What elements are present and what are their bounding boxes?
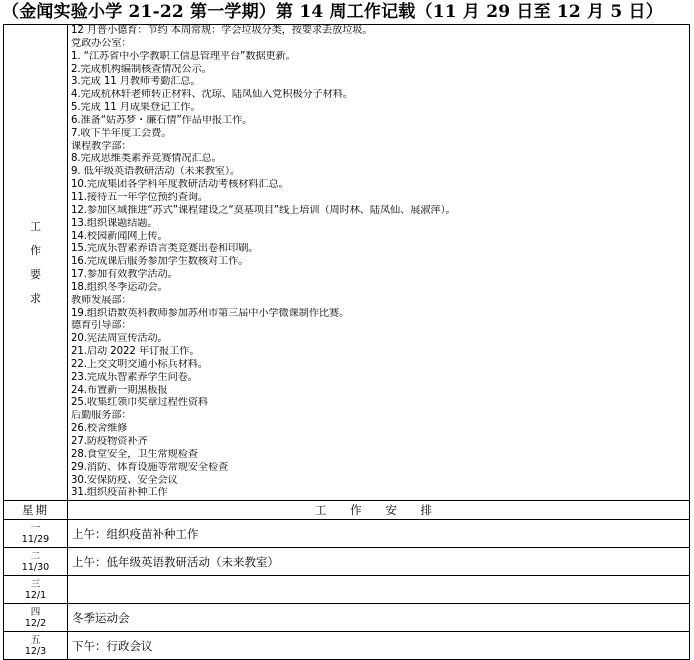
weekday-cell: [4, 632, 68, 660]
weekday-name: 二: [30, 550, 41, 562]
work-record-sheet: [3, 24, 689, 659]
requirement-line: 8.完成思维类素养竞赛情况汇总。: [71, 153, 222, 165]
requirement-line: 16.完成课后服务参加学生数核对工作。: [71, 256, 249, 268]
schedule-row: [4, 548, 690, 576]
weekday-date: 12/2: [24, 617, 47, 629]
requirement-line: 4.完成杭林轩老师转正材料、沈琼、陆凤仙入党积极分子材料。: [71, 89, 353, 101]
requirement-line: 20.宪法周宣传活动。: [71, 333, 168, 345]
requirement-line: 13.组织课题结题。: [71, 217, 158, 229]
work-record-table: [3, 24, 690, 660]
requirement-line: 7.收下半年度工会费。: [71, 127, 172, 139]
weekday-date: 12/1: [24, 589, 47, 601]
requirement-line: 2.完成机构编制核查情况公示。: [71, 63, 212, 75]
requirement-line: 29.消防、体育设施等常规安全检查: [71, 461, 229, 473]
weekday-name: 四: [30, 606, 41, 618]
requirement-line: 5.完成 11 月成果登记工作。: [71, 102, 201, 114]
requirement-line: 6.准备“姑苏梦・廉石情”作品申报工作。: [71, 114, 253, 126]
weekday-date: 11/30: [21, 561, 50, 573]
weekday-cell: [4, 576, 68, 604]
requirement-line: 24.布置新一期黑板报: [71, 384, 168, 396]
requirements-content-cell: [68, 25, 690, 501]
requirement-line: 21.启动 2022 年订报工作。: [71, 346, 200, 358]
requirement-line: 27.防疫物资补齐: [71, 436, 148, 447]
document-title: （金闻实验小学 21-22 第一学期）第 14 周工作记载（11 月 29 日至 12 月 5 日）: [2, 2, 663, 22]
requirements-row: [4, 25, 690, 501]
requirement-line: 党政办公室：: [71, 37, 132, 49]
requirement-line: 1. “江苏省中小学教职工信息管理平台”数据更新。: [71, 50, 296, 62]
requirement-line: 23.完成乐智素养学生问卷。: [71, 371, 198, 383]
requirement-line: 后勤服务部：: [71, 410, 132, 422]
schedule-row: [4, 604, 690, 632]
weekday-cell: [4, 520, 68, 548]
requirements-label-char: 工: [30, 219, 41, 233]
requirement-line: 19.组织语数英科教师参加苏州市第三届中小学微课制作比赛。: [71, 307, 350, 319]
requirement-line: 3.完成 11 月教师考勤汇总。: [71, 76, 201, 88]
weekday-cell: [4, 548, 68, 576]
requirement-line: 30.安保防疫、安全会议: [71, 474, 178, 486]
schedule-row: [4, 632, 690, 660]
weekday-column-header: 星期: [4, 501, 68, 520]
requirement-line: 德育引导部：: [71, 320, 132, 332]
plan-cell: 上午：组织疫苗补种工作: [68, 520, 690, 548]
requirement-line: 31.组织疫苗补种工作: [71, 487, 168, 499]
requirement-line: 10.完成集团各学科年度教研活动考核材料汇总。: [71, 179, 289, 191]
requirements-label-char: 作: [30, 243, 41, 257]
requirement-line: 28.食堂安全，卫生常规检查: [71, 448, 198, 460]
requirement-line: 22.上交文明交通小标兵材料。: [71, 358, 208, 370]
weekday-name: 一: [30, 522, 41, 534]
requirement-line: 12 月普小德育：节约 本周常规：学会垃圾分类，按要求丢放垃圾。: [71, 25, 373, 36]
requirement-line: 26.校舍维修: [71, 423, 128, 435]
requirement-line: 18.组织冬季运动会。: [71, 281, 168, 293]
requirement-line: 11.接待五一年学位预约查询。: [71, 191, 208, 203]
requirement-line: 25.收集红领巾奖章过程性资料: [71, 397, 208, 409]
weekday-name: 三: [30, 578, 41, 590]
requirement-line: 12.参加区域推进“苏式”课程建设之“莫基项目”线上培训（周时林、陆凤仙、展淑萍）。: [71, 204, 456, 216]
plan-cell: 上午：低年级英语教研活动（未来教室）: [68, 548, 690, 576]
weekday-date: 12/3: [24, 645, 47, 657]
requirement-line: 17.参加有效教学活动。: [71, 269, 178, 281]
requirement-line: 15.完成乐智素养语言类竞赛出卷和印刷。: [71, 243, 259, 255]
weekday-date: 11/29: [21, 533, 50, 545]
requirement-line: 14.校园新闻网上传。: [71, 230, 168, 242]
schedule-header-row: [4, 501, 690, 520]
weekday-name: 五: [30, 634, 41, 646]
weekday-cell: [4, 604, 68, 632]
plan-column-header: 工 作 安 排: [68, 501, 690, 520]
requirements-label-char: 要: [30, 267, 41, 281]
plan-cell: 冬季运动会: [68, 604, 690, 632]
plan-cell: [68, 576, 690, 604]
schedule-row: [4, 520, 690, 548]
requirement-line: 教师发展部：: [71, 294, 132, 306]
requirement-line: 9. 低年级英语教研活动（未来教室）。: [71, 166, 240, 178]
schedule-row: [4, 576, 690, 604]
requirements-label-cell: [4, 25, 68, 501]
requirement-line: 课程教学部：: [71, 140, 132, 152]
requirements-label-char: 求: [30, 291, 41, 305]
plan-cell: 下午：行政会议: [68, 632, 690, 660]
